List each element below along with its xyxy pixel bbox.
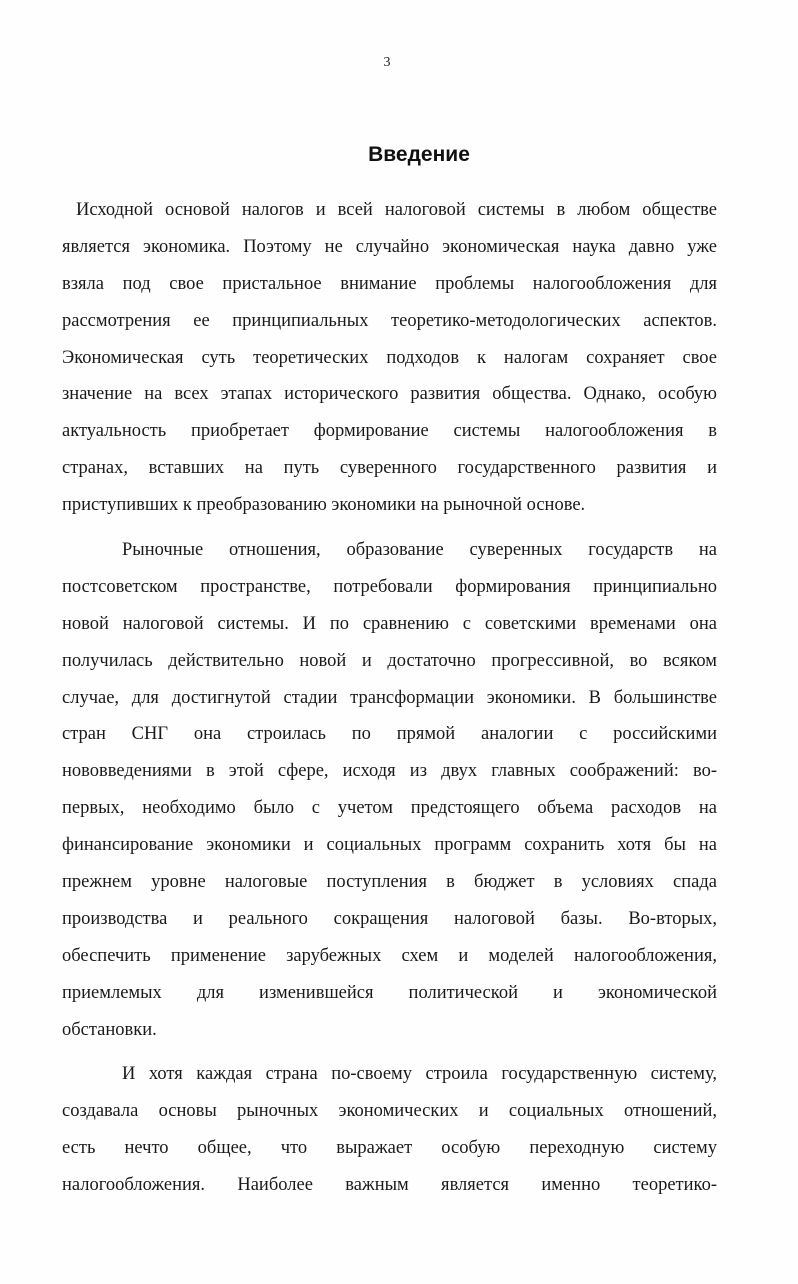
page-number: 3 <box>383 55 391 70</box>
page-title: Введение <box>368 143 470 166</box>
text-line: обстановки. <box>62 1019 157 1040</box>
text-line: есть нечто общее, что выражает особую переходную систему <box>62 1138 717 1159</box>
paragraph <box>62 1056 717 1204</box>
text-line: является экономика. Поэтому не случайно экономическая наука давно уже <box>62 236 717 257</box>
text-line: значение на всех этапах исторического развития общества. Однако, особую <box>62 384 717 405</box>
text-line: новой налоговой системы. И по сравнению с советскими временами она <box>62 613 717 634</box>
text-line: И хотя каждая страна по-своему строила государственную систему, <box>122 1064 717 1085</box>
text-line: прежнем уровне налоговые поступления в бюджет в условиях спада <box>62 872 717 893</box>
text-line: получилась действительно новой и достаточно прогрессивной, во всяком <box>62 650 717 671</box>
text-line: взяла под свое пристальное внимание проблемы налогообложения для <box>62 273 717 294</box>
body-text <box>62 192 717 1204</box>
text-line: финансирование экономики и социальных программ сохранить хотя бы на <box>62 835 717 856</box>
text-line: актуальность приобретает формирование системы налогообложения в <box>62 421 717 442</box>
text-line: производства и реального сокращения налоговой базы. Во-вторых, <box>62 908 717 929</box>
text-line: обеспечить применение зарубежных схем и моделей налогообложения, <box>62 945 717 966</box>
text-line: стран СНГ она строилась по прямой аналогии с российскими <box>62 724 717 745</box>
text-line: создавала основы рыночных экономических и социальных отношений, <box>62 1101 717 1122</box>
text-line: странах, вставших на путь суверенного государственного развития и <box>62 458 717 479</box>
text-line: первых, необходимо было с учетом предстоящего объема расходов на <box>62 798 717 819</box>
text-line: постсоветском пространстве, потребовали формирования принципиально <box>62 576 717 597</box>
text-line: приемлемых для изменившейся политической и экономической <box>62 982 717 1003</box>
text-line: Экономическая суть теоретических подходов к налогам сохраняет свое <box>62 347 717 368</box>
text-line: рассмотрения ее принципиальных теоретико-методологических аспектов. <box>62 310 717 331</box>
text-line: Рыночные отношения, образование суверенных государств на <box>122 540 717 561</box>
paragraph <box>62 192 717 524</box>
text-line: приступивших к преобразованию экономики на рыночной основе. <box>62 495 586 516</box>
text-line: нововведениями в этой сфере, исходя из двух главных соображений: во- <box>62 761 717 782</box>
paragraph <box>62 532 717 1048</box>
text-line: налогообложения. Наиболее важным является именно теоретико- <box>62 1175 717 1196</box>
text-line: Исходной основой налогов и всей налоговой системы в любом обществе <box>76 200 717 220</box>
text-line: случае, для достигнутой стадии трансформации экономики. В большинстве <box>62 687 717 708</box>
